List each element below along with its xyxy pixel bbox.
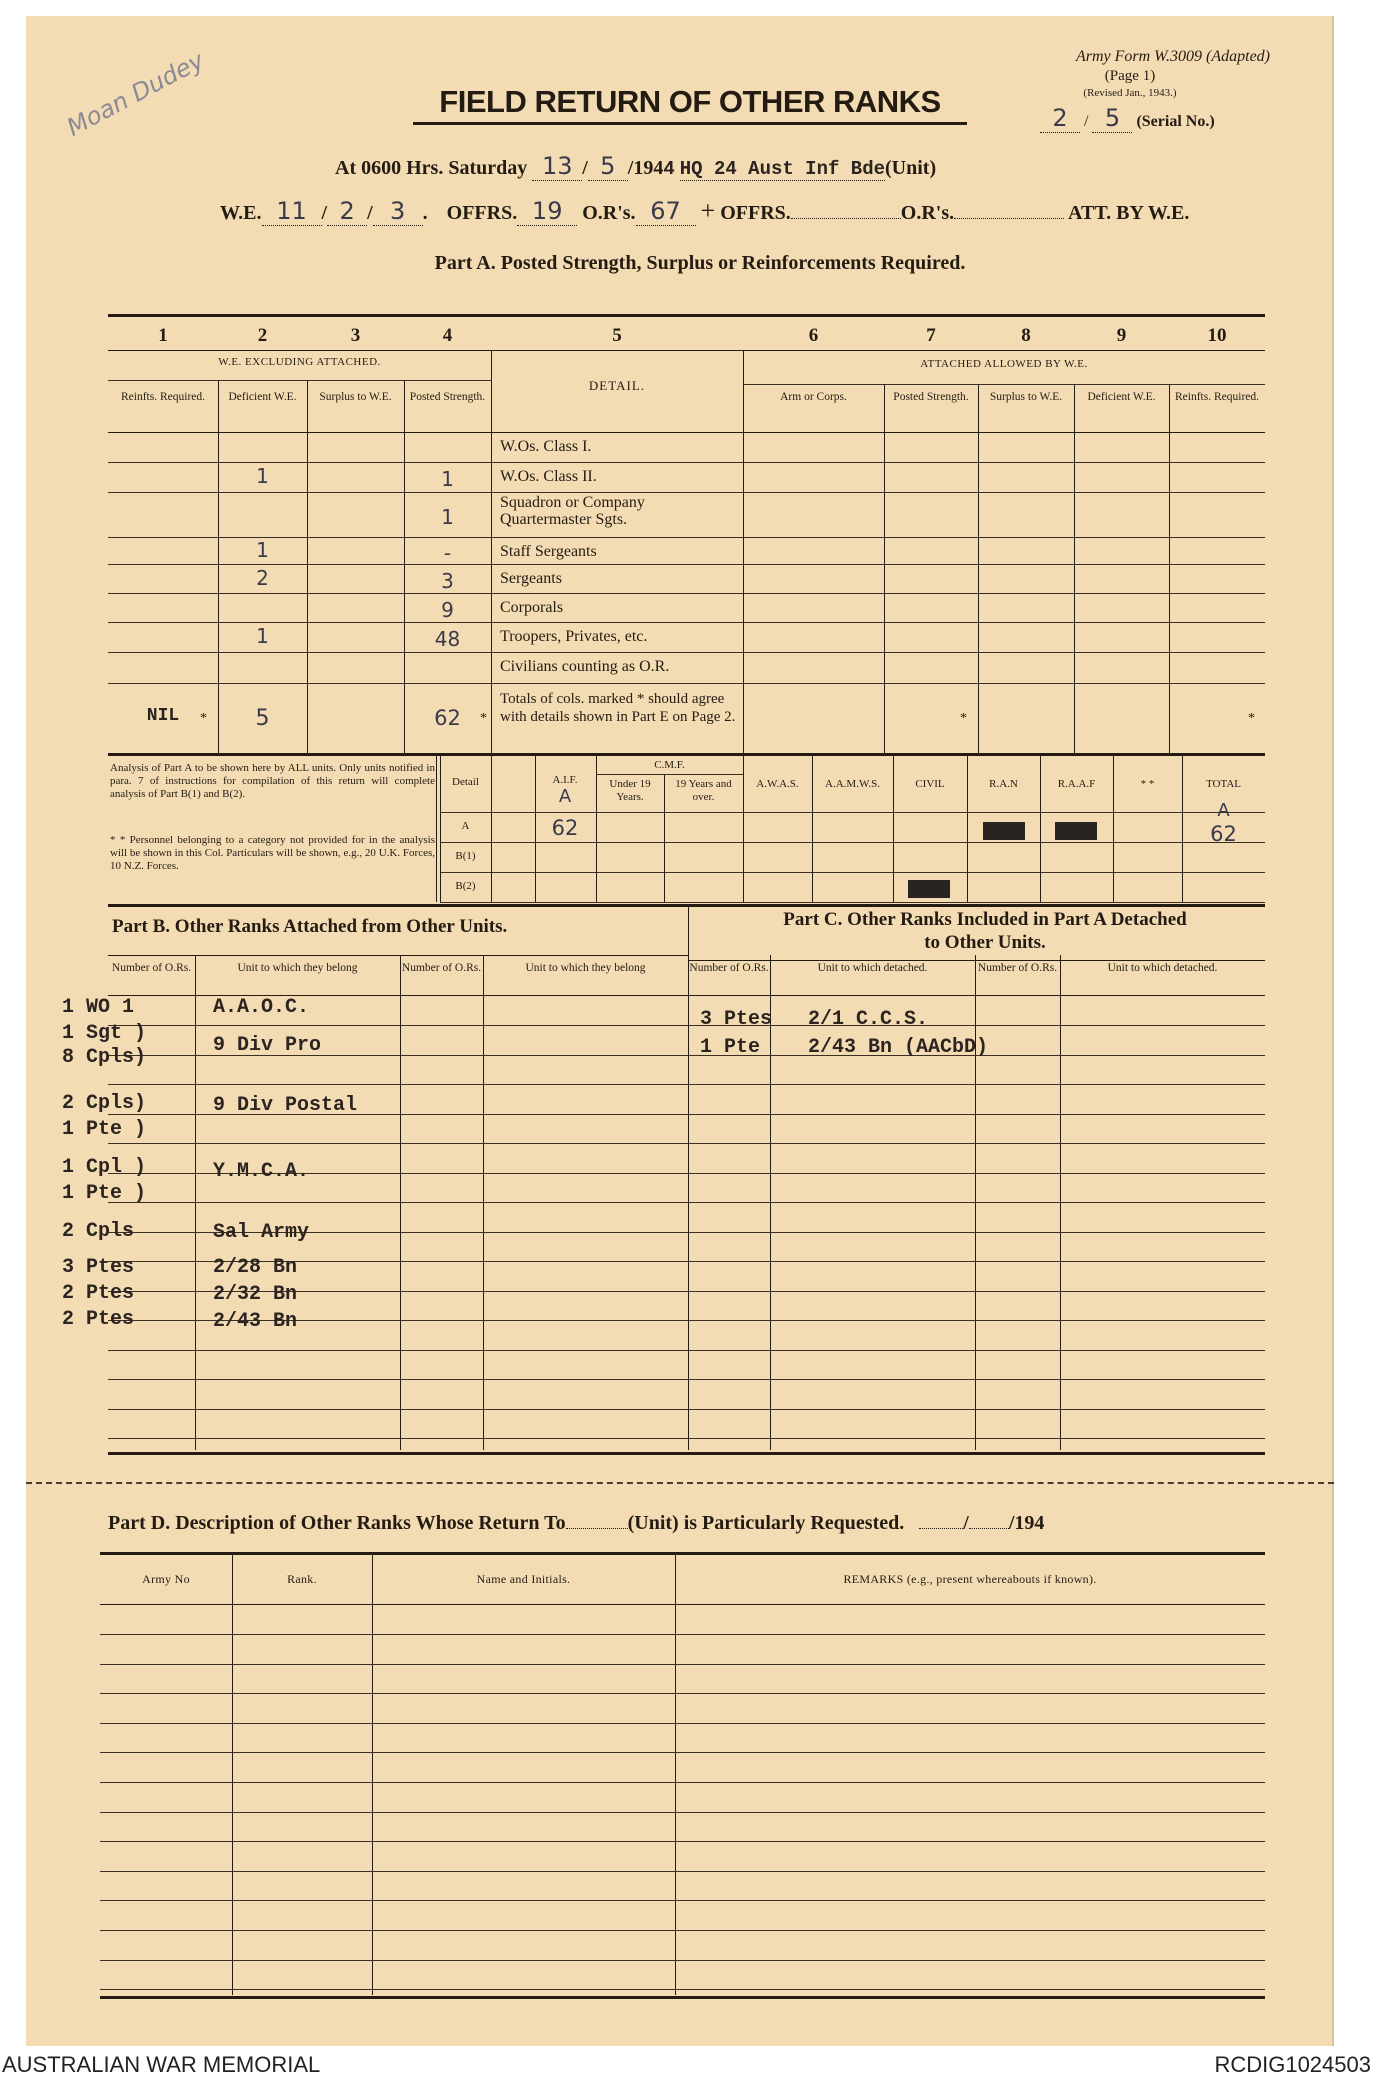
column-header: Unit to which detached.	[817, 962, 928, 974]
column-number: 4	[442, 325, 453, 346]
sub-header: Surplus to W.E.	[319, 391, 392, 403]
rule-line	[100, 1960, 1265, 1961]
personnel-note: * * Personnel belonging to a category not provided for in the analysis will be shown in this Col. Particulars will be shown, e.g., 20 U.K. Forces, 10 N.Z. Forces.	[110, 834, 435, 872]
rule-line	[108, 683, 1265, 684]
row-detail: W.Os. Class I.	[500, 438, 592, 455]
rule-line	[440, 842, 1265, 843]
part-c-unit: 2/1 C.C.S.	[808, 1008, 929, 1031]
column-header: Number of O.Rs.	[689, 962, 769, 974]
rule-line	[108, 622, 1265, 623]
rule-line	[108, 593, 1265, 594]
column-number: 1	[158, 325, 168, 346]
rule-line	[108, 1143, 1265, 1144]
rule-line	[108, 314, 1265, 317]
part-c-number: 3 Ptes	[700, 1008, 773, 1031]
sub-header: Posted Strength.	[409, 391, 486, 403]
posted-value: -	[443, 540, 452, 565]
part-d-header: Army No	[142, 1572, 190, 1586]
column-divider	[664, 774, 665, 902]
rule-line	[100, 1996, 1265, 1999]
sub-header: Posted Strength.	[893, 391, 969, 403]
column-number: 9	[1116, 325, 1127, 346]
part-d-header: REMARKS (e.g., present whereabouts if known).	[843, 1572, 1097, 1586]
column-header: Number of O.Rs.	[401, 962, 482, 974]
row-detail: Troopers, Privates, etc.	[500, 628, 648, 645]
part-b-number: 1 Sgt )	[62, 1022, 147, 1045]
column-number: 6	[808, 325, 819, 346]
part-b-unit: Y.M.C.A.	[213, 1160, 310, 1183]
signature: Moan Dudey	[62, 46, 209, 142]
column-divider	[218, 380, 219, 753]
rule-line	[108, 1084, 1265, 1085]
column-divider	[1169, 384, 1170, 753]
analysis-detail-header: Detail	[452, 776, 479, 788]
part-c-title-line2: to Other Units.	[924, 932, 1046, 953]
part-b-number: 2 Cpls)	[62, 1092, 147, 1115]
column-divider	[440, 753, 441, 902]
rule-line	[108, 753, 1265, 756]
rule-line	[100, 1664, 1265, 1665]
rule-line	[108, 1438, 1265, 1439]
column-number: 8	[1021, 325, 1031, 346]
part-b-number: 2 Ptes	[62, 1282, 135, 1305]
part-b-number: 1 Pte )	[62, 1182, 147, 1205]
tear-line	[26, 1482, 1334, 1484]
column-divider	[1074, 384, 1075, 753]
deficient-value: 1	[256, 537, 269, 562]
totals-detail: Totals of cols. marked * should agree with details shown in Part E on Page 2.	[500, 691, 736, 725]
aif-value: 62	[551, 816, 579, 840]
rule-line	[440, 872, 1265, 873]
rule-line	[100, 1989, 1265, 1990]
analysis-row-label: B(1)	[455, 850, 476, 862]
rule-line	[108, 380, 491, 381]
analysis-note: Analysis of Part A to be shown here by ALL units. Only units notified in para. 7 of instructions for compilation of this return will complete analysis of Part B(1) and B(2).	[110, 762, 435, 800]
part-b-unit: 2/32 Bn	[213, 1283, 298, 1306]
redaction-civil	[908, 880, 950, 898]
column-divider	[372, 1552, 373, 1995]
sub-header: Reinfts. Required.	[1175, 391, 1259, 403]
over19-header: 19 Years and over.	[675, 778, 732, 803]
part-b-number: 1 Pte )	[62, 1118, 147, 1141]
column-divider	[491, 350, 492, 753]
stars-header: * *	[1140, 778, 1155, 790]
posted-value: 3	[441, 568, 454, 593]
rule-line	[108, 1025, 1265, 1026]
part-c-number: 1 Pte	[700, 1036, 761, 1059]
column-header: Number of O.Rs.	[977, 962, 1058, 974]
totals-reinfts: NIL	[146, 706, 180, 726]
part-b-number: 1 WO 1	[62, 996, 135, 1019]
row-detail: Civilians counting as O.R.	[500, 658, 670, 675]
column-divider	[884, 384, 885, 753]
rule-line	[100, 1634, 1265, 1635]
column-divider	[675, 1552, 676, 1995]
analysis-row-label: B(2)	[455, 880, 476, 892]
rule-line	[440, 812, 1265, 813]
rule-line	[108, 492, 1265, 493]
column-divider	[436, 753, 437, 902]
sub-header: Surplus to W.E.	[989, 391, 1063, 403]
rule-line	[688, 960, 1265, 961]
analysis-row-label: A	[461, 820, 470, 832]
posted-value: 48	[434, 627, 461, 651]
total-header: TOTAL	[1206, 778, 1241, 790]
deficient-value: 2	[256, 565, 269, 590]
rule-line	[100, 1723, 1265, 1724]
column-divider	[743, 753, 744, 902]
part-b-number: 8 Cpls)	[62, 1046, 147, 1069]
deficient-value: 1	[256, 464, 269, 488]
rule-line	[100, 1693, 1265, 1694]
archive-id: RCDIG1024503	[1214, 2052, 1371, 2077]
row-detail: Sergeants	[500, 570, 562, 587]
sub-header: Arm or Corps.	[780, 391, 847, 403]
part-b-unit: A.A.O.C.	[213, 996, 310, 1019]
rule-line	[743, 384, 1265, 385]
rule-line	[100, 1812, 1265, 1813]
part-b-number: 1 Cpl )	[62, 1156, 147, 1179]
rule-line	[100, 1552, 1265, 1555]
raaf-header: R.A.A.F	[1057, 778, 1096, 790]
row-detail: W.Os. Class II.	[500, 468, 597, 485]
total-marker: *	[480, 711, 487, 726]
form-paper	[26, 16, 1334, 2046]
part-b-title: Part B. Other Ranks Attached from Other Units.	[112, 916, 508, 937]
sub-header: Reinfts. Required.	[121, 391, 205, 403]
detail-header: DETAIL.	[588, 378, 646, 393]
part-d-header: Name and Initials.	[476, 1572, 571, 1586]
rule-line	[108, 462, 1265, 463]
posted-value: 9	[441, 597, 454, 622]
column-number: 5	[612, 325, 622, 346]
column-divider	[307, 380, 308, 753]
part-b-unit: 9 Div Postal	[213, 1094, 358, 1117]
column-header: Unit to which they belong	[525, 962, 646, 974]
column-header: Unit to which they belong	[237, 962, 358, 974]
rule-line	[100, 1841, 1265, 1842]
sub-header: Deficient W.E.	[1087, 391, 1156, 403]
totals-deficient: 5	[255, 706, 270, 731]
rule-line	[100, 1930, 1265, 1931]
civil-header: CIVIL	[915, 778, 945, 790]
column-divider	[232, 1552, 233, 1995]
rule-line	[100, 1871, 1265, 1872]
sub-header: Deficient W.E.	[228, 391, 297, 403]
column-header: Unit to which detached.	[1107, 962, 1218, 974]
title-underline	[413, 122, 967, 125]
rule-line	[108, 1409, 1265, 1410]
part-b-unit: 9 Div Pro	[213, 1034, 322, 1057]
column-divider	[688, 904, 689, 1450]
we-strength-line: W.E. 11 / 2 / 3 . OFFRS. 19 O.R's. 67 + OFFRS. O.R's. ATT. BY W.E.	[220, 196, 1190, 225]
part-c-title: Part C. Other Ranks Included in Part A Detached	[783, 909, 1187, 930]
rule-line	[108, 350, 1265, 351]
aif-header: A.I.F.	[552, 774, 578, 786]
footer	[0, 2046, 1375, 2082]
rule-line	[440, 902, 1265, 903]
row-detail: Squadron or Company Quartermaster Sgts.	[500, 494, 645, 528]
part-a-title: Part A. Posted Strength, Surplus or Reinforcements Required.	[434, 252, 966, 274]
rule-line	[108, 1202, 1265, 1203]
totals-posted: 62	[434, 706, 461, 730]
total-mark: A	[1217, 800, 1230, 821]
page-indicator: (Page 1)	[1104, 68, 1156, 84]
rule-line	[596, 774, 743, 775]
part-c-unit: 2/43 Bn (AACbD)	[808, 1036, 989, 1059]
redaction-ran	[983, 822, 1025, 840]
rule-line	[108, 904, 1265, 907]
column-divider	[1040, 753, 1041, 902]
part-b-unit: Sal Army	[213, 1221, 310, 1244]
row-detail: Corporals	[500, 599, 564, 616]
rule-line	[100, 1604, 1265, 1605]
total-marker: *	[960, 711, 967, 726]
rule-line	[108, 432, 1265, 433]
row-detail: Staff Sergeants	[500, 543, 597, 560]
column-divider	[743, 350, 744, 753]
posted-value: 1	[441, 504, 454, 529]
column-divider	[491, 753, 492, 902]
column-divider	[812, 753, 813, 902]
rule-line	[108, 1452, 1265, 1455]
part-b-number: 3 Ptes	[62, 1256, 135, 1279]
aif-mark: A	[558, 786, 572, 807]
rule-line	[108, 652, 1265, 653]
part-b-unit: 2/43 Bn	[213, 1310, 298, 1333]
total-marker: *	[1248, 711, 1255, 726]
page-title: FIELD RETURN OF OTHER RANKS	[439, 84, 941, 119]
posted-value: 1	[441, 467, 454, 491]
rule-line	[100, 1782, 1265, 1783]
serial-number: 2 / 5 (Serial No.)	[1040, 104, 1290, 133]
part-b-unit: 2/28 Bn	[213, 1256, 298, 1279]
part-b-number: 2 Cpls	[62, 1220, 135, 1243]
column-divider	[967, 753, 968, 902]
rule-line	[108, 1379, 1265, 1380]
awas-header: A.W.A.S.	[756, 778, 799, 790]
column-divider	[978, 384, 979, 753]
column-divider	[893, 753, 894, 902]
rule-line	[100, 1900, 1265, 1901]
form-number: Army Form W.3009 (Adapted)	[1075, 48, 1270, 65]
total-marker: *	[200, 711, 207, 726]
column-number: 7	[926, 325, 936, 346]
we-excluding-header: W.E. EXCLUDING ATTACHED.	[218, 356, 381, 368]
total-value: 62	[1210, 822, 1237, 846]
column-divider	[596, 753, 597, 902]
part-d-title: Part D. Description of Other Ranks Whose Return To (Unit) is Particularly Requested. / /194	[108, 1512, 1045, 1534]
column-header: Number of O.Rs.	[111, 962, 192, 974]
attached-allowed-header: ATTACHED ALLOWED BY W.E.	[920, 358, 1088, 370]
redaction-raaf	[1055, 822, 1097, 840]
rule-line	[108, 1350, 1265, 1351]
column-divider	[1113, 753, 1114, 902]
under19-header: Under 19 Years.	[609, 778, 651, 803]
aamws-header: A.A.M.W.S.	[825, 778, 880, 790]
column-number: 10	[1207, 325, 1227, 346]
part-d-header: Rank.	[287, 1572, 317, 1586]
revision-date: (Revised Jan., 1943.)	[1083, 87, 1177, 99]
part-b-number: 2 Ptes	[62, 1308, 135, 1331]
cmf-header: C.M.F.	[654, 759, 685, 771]
archive-name: AUSTRALIAN WAR MEMORIAL	[2, 2052, 321, 2077]
column-number: 3	[350, 325, 361, 346]
date-unit-line: At 0600 Hrs. Saturday 13 / 5 /1944 HQ 24 Aust Inf Bde(Unit)	[335, 152, 937, 180]
deficient-value: 1	[256, 624, 269, 648]
rule-line	[100, 1752, 1265, 1753]
ran-header: R.A.N	[989, 778, 1018, 790]
column-divider	[404, 380, 405, 753]
column-number: 2	[257, 325, 268, 346]
